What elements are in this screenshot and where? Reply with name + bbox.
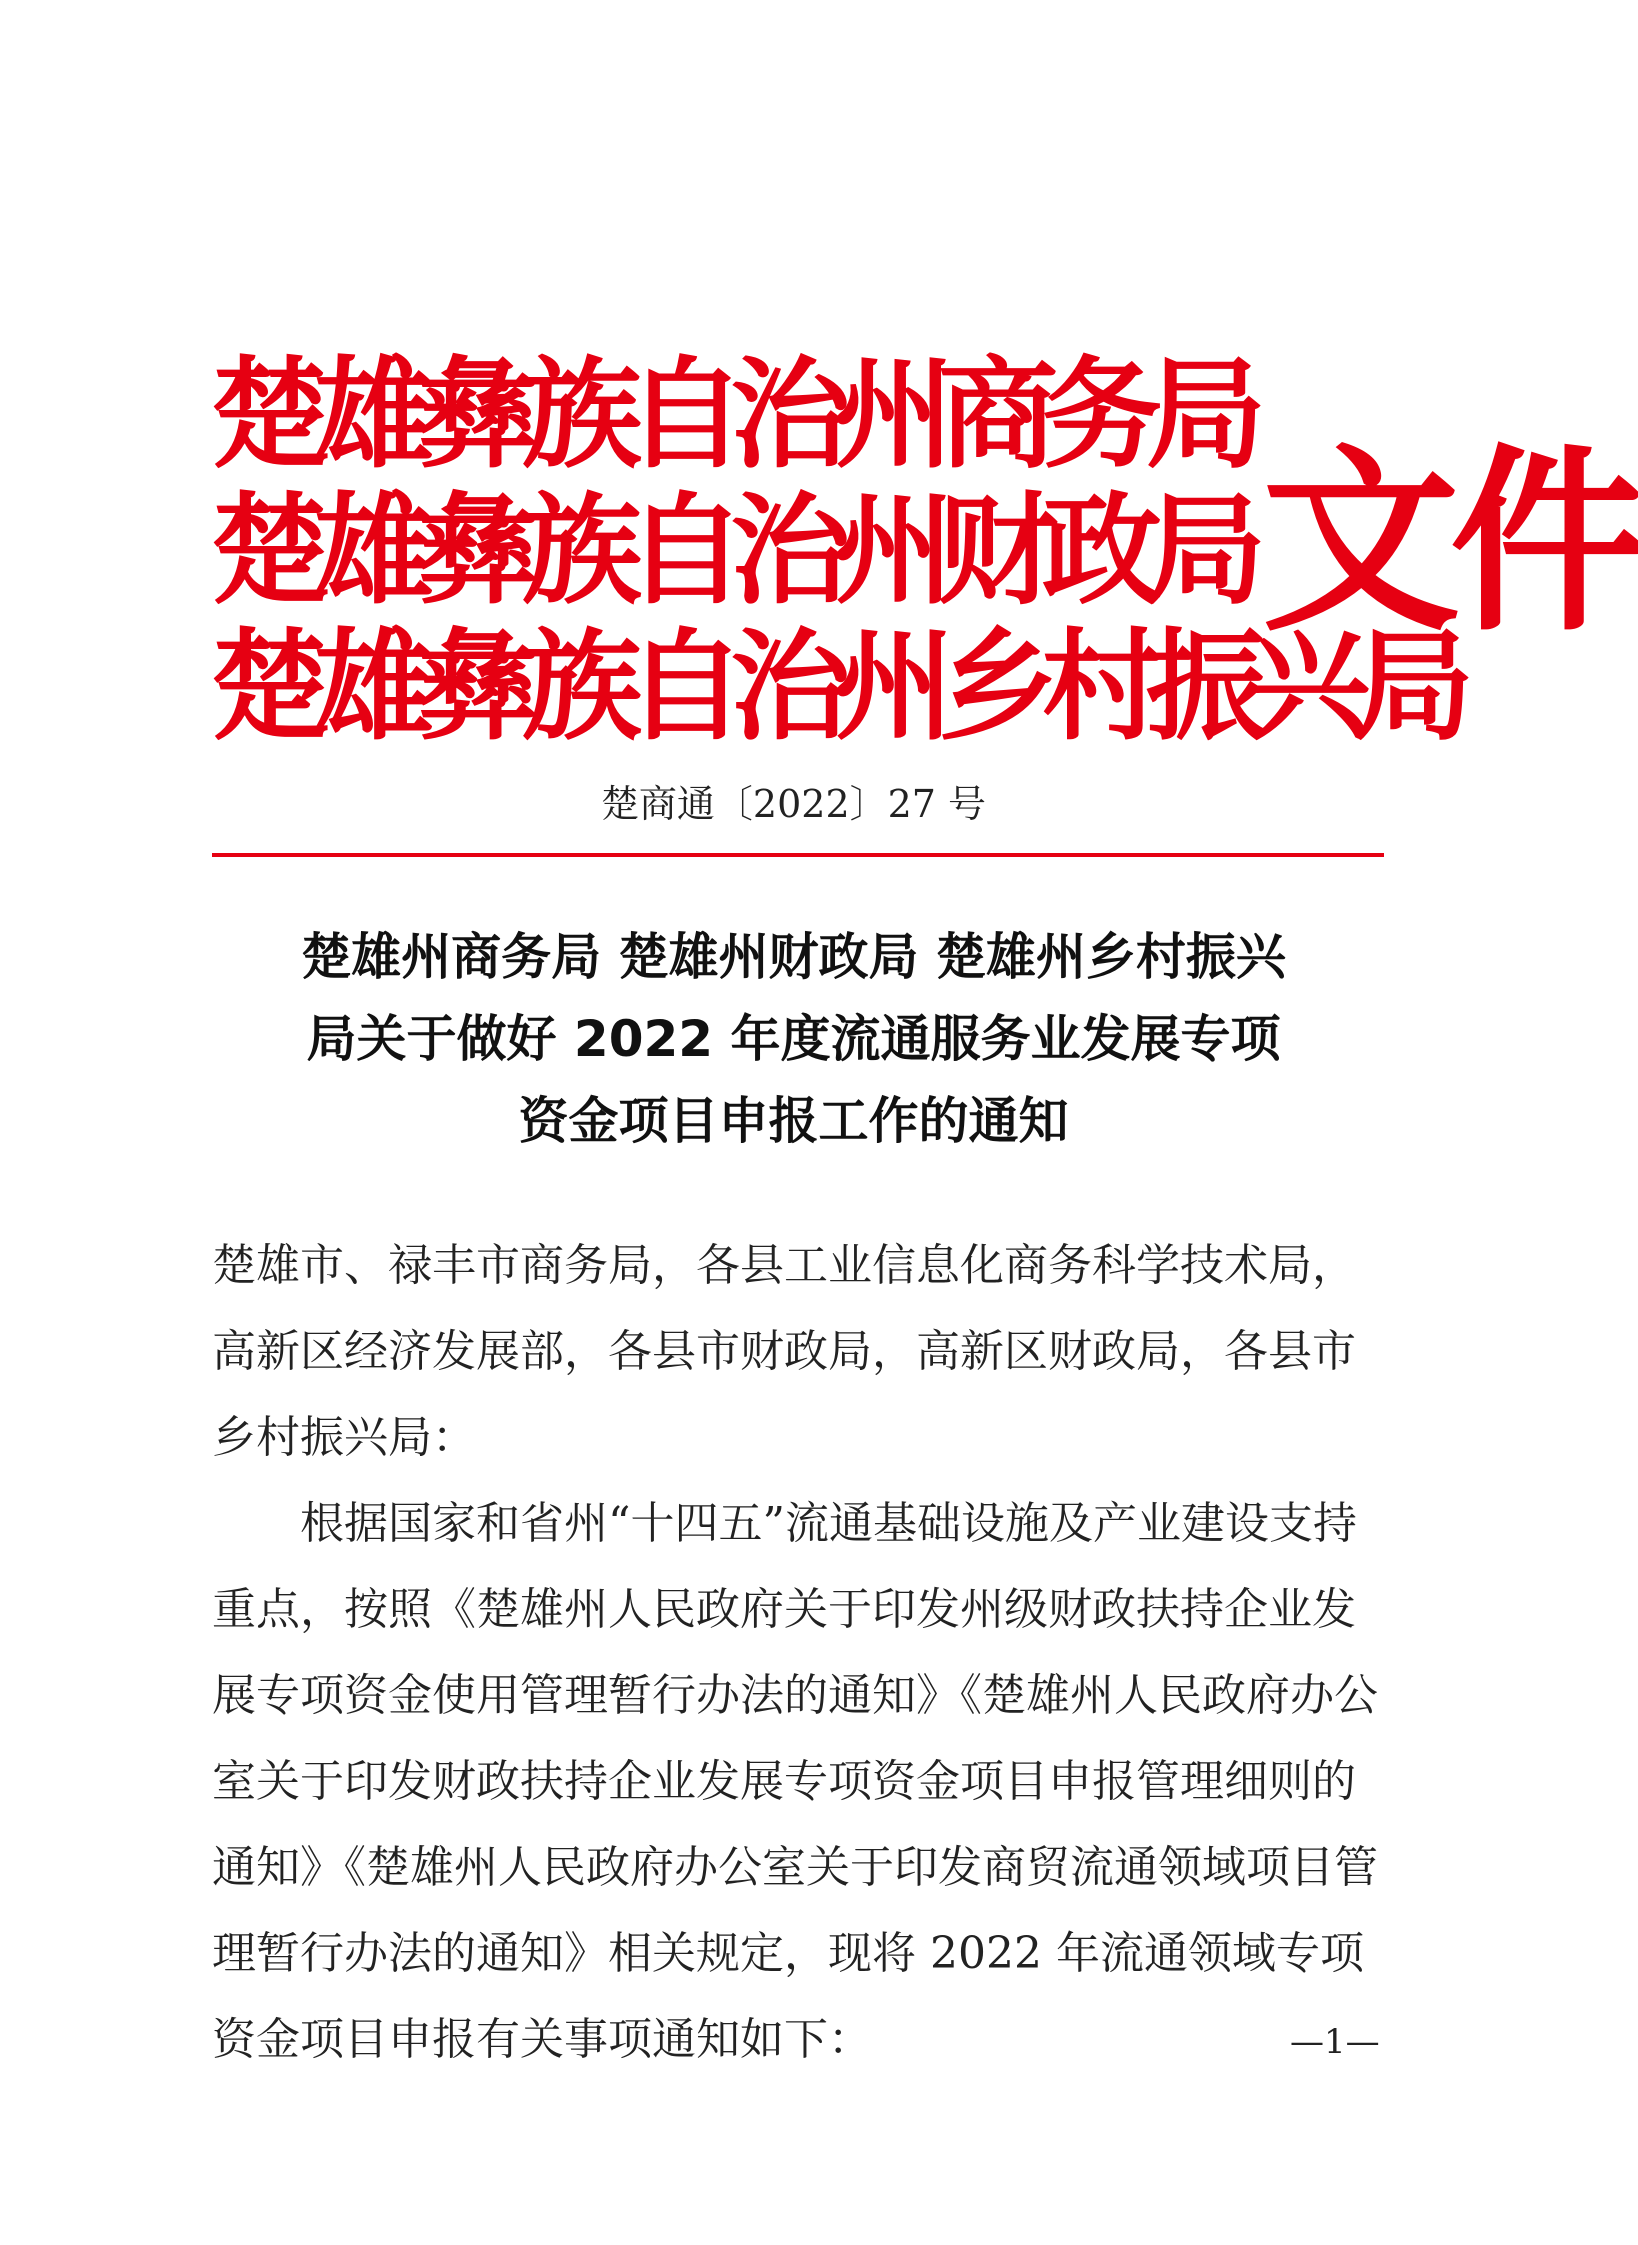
title-line-1: 楚雄州商务局 楚雄州财政局 楚雄州乡村振兴 bbox=[301, 928, 1286, 986]
authority-commerce: 楚雄彝族自治州商务局 bbox=[210, 346, 1250, 485]
page-number: —1— bbox=[1290, 2022, 1380, 2062]
document-title bbox=[200, 916, 1387, 1162]
title-line-2: 局关于做好 2022 年度流通服务业发展专项 bbox=[306, 1010, 1281, 1068]
title-line-3: 资金项目申报工作的通知 bbox=[518, 1092, 1069, 1150]
document-type-label: 文件 bbox=[1262, 427, 1638, 658]
document-body bbox=[212, 1223, 1387, 2083]
authority-rural-revitalization: 楚雄彝族自治州乡村振兴局 bbox=[210, 618, 1458, 757]
recipients: 楚雄市、禄丰市商务局，各县工业信息化商务科学技术局，高新区经济发展部，各县市财政局，高新区财政局，各县市乡村振兴局： bbox=[212, 1240, 1356, 1463]
authority-finance: 楚雄彝族自治州财政局 bbox=[210, 482, 1250, 621]
document-number: 楚商通〔2022〕27 号 bbox=[600, 782, 987, 826]
red-divider bbox=[212, 853, 1384, 857]
body-paragraph: 根据国家和省州“十四五”流通基础设施及产业建设支持重点，按照《楚雄州人民政府关于印发州级财政扶持企业发展专项资金使用管理暂行办法的通知》《楚雄州人民政府办公室关于印发财政扶持企业发展专项资金项目申报管理细则的通知》《楚雄州人民政府办公室关于印发商贸流通领域项目管理暂行办法的通知》相关规定，现将 2022 年流通领域专项资金项目申报有关事项通知如下： bbox=[212, 1498, 1378, 2065]
